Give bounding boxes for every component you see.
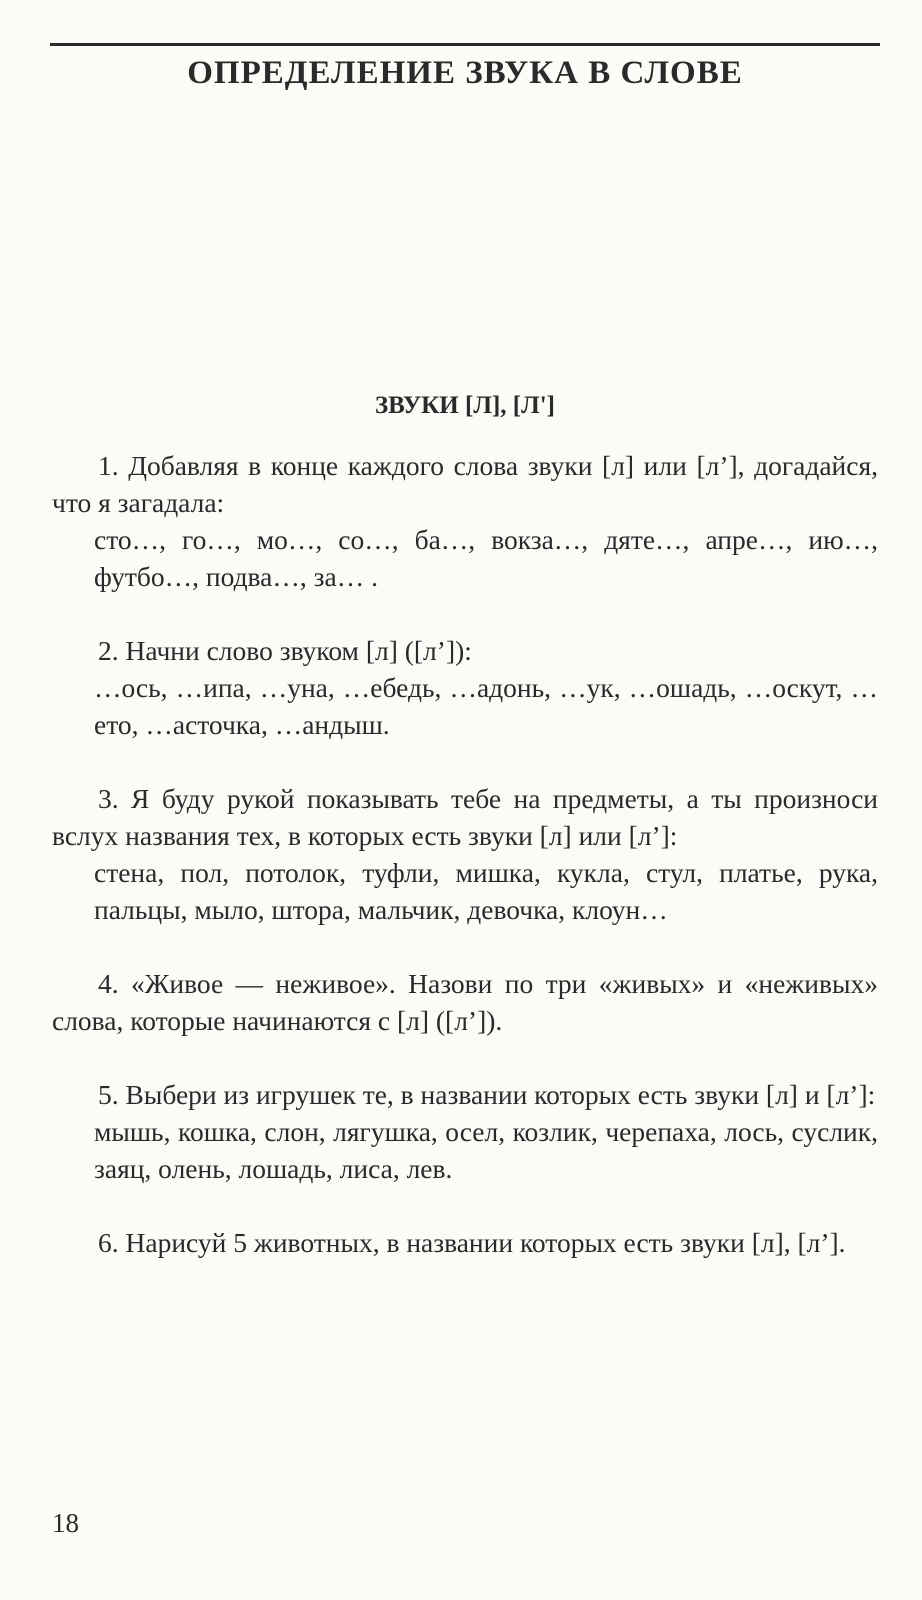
task-6-text: 6. Нарисуй 5 животных, в названии которых есть звуки [л], [л’].: [98, 1227, 846, 1258]
task-1-text: 1. Добавляя в конце каждого слова звуки [л] или [л’], догадайся, что я загадала:: [52, 450, 878, 518]
task-2: [52, 632, 878, 743]
task-4-text: 4. «Живое — неживое». Назови по три «живых» и «неживых» слова, которые начинаются с [л] ([л’]).: [52, 968, 878, 1036]
task-3-words: стена, пол, потолок, туфли, мишка, кукла, стул, платье, рука, пальцы, мыло, штора, мальчик, девочка, клоун…: [94, 857, 878, 925]
task-5-text: 5. Выбери из игрушек те, в названии которых есть звуки [л] и [л’]:: [98, 1079, 876, 1110]
tasks-list: [52, 447, 878, 1298]
task-2-text: 2. Начни слово звуком [л] ([л’]):: [98, 635, 472, 666]
task-5-words: мышь, кошка, слон, лягушка, осел, козлик, черепаха, лось, суслик, заяц, олень, лошадь, лиса, лев.: [94, 1116, 878, 1184]
task-1: [52, 447, 878, 595]
task-3: [52, 780, 878, 928]
task-6: [52, 1224, 878, 1261]
task-2-words: …ось, …ипа, …уна, …ебедь, …адонь, …ук, …ошадь, …оскут, …ето, …асточка, …андыш.: [94, 672, 878, 740]
task-5: [52, 1076, 878, 1187]
page-number: 18: [52, 1508, 79, 1538]
chapter-title: ОПРЕДЕЛЕНИЕ ЗВУКА В СЛОВЕ: [187, 55, 743, 91]
top-rule: [50, 43, 880, 46]
task-1-words: сто…, го…, мо…, со…, ба…, вокза…, дяте…, апре…, ию…, футбо…, подва…, за… .: [94, 524, 878, 592]
section-title: ЗВУКИ [Л], [Л']: [374, 392, 556, 419]
task-3-text: 3. Я буду рукой показывать тебе на предметы, а ты произноси вслух названия тех, в которых есть звуки [л] или [л’]:: [52, 783, 878, 851]
task-4: [52, 965, 878, 1039]
